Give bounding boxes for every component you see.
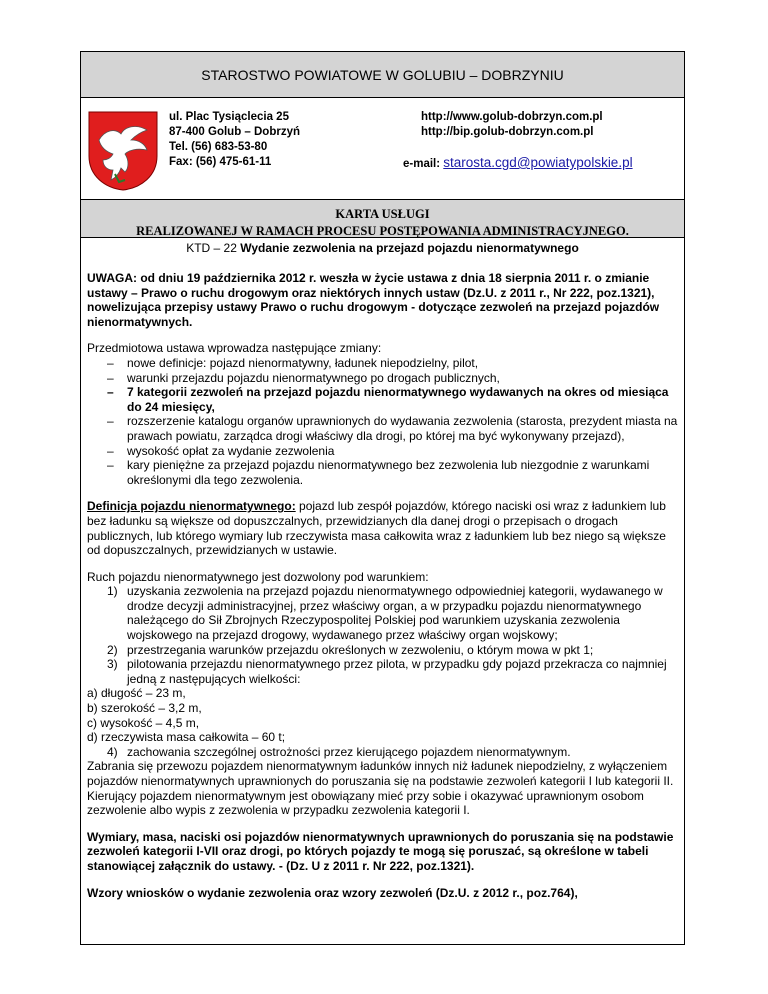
limit-width: b) szerokość – 3,2 m,: [87, 701, 202, 716]
office-title: STAROSTWO POWIATOWE W GOLUBIU – DOBRZYNIU: [201, 66, 564, 83]
limit-length: a) długość – 23 m,: [87, 686, 186, 701]
list-item: [87, 643, 678, 658]
service-card-heading: [81, 200, 684, 238]
website-link-main[interactable]: http://www.golub-dobrzyn.com.pl: [421, 111, 603, 123]
address-street: ul. Plac Tysiąclecia 25: [169, 111, 289, 123]
list-item: – nowe definicje: pojazd nienormatywny, ładunek niepodzielny, pilot,: [87, 356, 678, 371]
definition-paragraph: [87, 499, 678, 557]
list-text: pilotowania przejazdu nienormatywnego przez pilota, w przypadku gdy pojazd przekracza co najmniej jedną z następujących wielkości:: [127, 657, 667, 686]
list-text: uzyskania zezwolenia na przejazd pojazdu nienormatywnego odpowiedniej kategorii, wydawanego w drodze decyzji administracyjnej, przez właściwy organ, a w przypadku pojazdu nienormatywnego należącego do Sił Zbrojnych Rzeczypospolitej Polskiej pod warunkiem uzyskania zezwolenia wojskowego na przejazd drogowy, wydawanego przez właściwy organ wojskowy;: [127, 584, 663, 643]
service-card-title: KARTA USŁUGI: [335, 207, 430, 221]
fax-number: Fax: (56) 475-61-11: [169, 156, 272, 168]
ktd-title: Wydanie zezwolenia na przejazd pojazdu nienormatywnego: [240, 241, 579, 255]
list-number: 4): [107, 744, 118, 759]
address-block: [169, 110, 300, 170]
coat-of-arms-icon: [85, 110, 161, 192]
ktd-code: KTD – 22: [186, 241, 237, 255]
changes-list: [87, 356, 678, 487]
list-item: – warunki przejazdu pojazdu nienormatywnego po drogach publicznych,: [87, 371, 678, 386]
list-number: 1): [107, 584, 118, 599]
forms-paragraph: Wzory wniosków o wydanie zezwolenia oraz wzory zezwoleń (Dz.U. z 2012 r., poz.764),: [87, 885, 578, 900]
list-item: [87, 657, 678, 686]
dimensions-paragraph: Wymiary, masa, naciski osi pojazdów nienormatywnych uprawnionych do poruszania się na podstawie zezwoleń kategorii I-VII oraz drogi, po których pojazdy te mogą się poruszać, są określone w tabeli stanowiącej załącznik do ustawy. - (Dz. U z 2011 r. Nr 222, poz.1321).: [87, 829, 674, 873]
list-item: – 7 kategorii zezwoleń na przejazd pojazdu nienormatywnego wydawanych na okres od miesiąca do 24 miesięcy,: [87, 385, 678, 414]
changes-intro: Przedmiotowa ustawa wprowadza następujące zmiany:: [87, 341, 382, 356]
limit-mass: d) rzeczywista masa całkowita – 60 t;: [87, 730, 286, 745]
phone-number: Tel. (56) 683-53-80: [169, 141, 268, 153]
ban-paragraph: Zabrania się przewozu pojazdem nienormatywnym ładunków innych niż ładunek niepodzielny, z wyłączeniem pojazdów nienormatywnych uprawnionych do poruszania się na podstawie zezwoleń kategorii I lub kategorii II.: [87, 759, 674, 788]
list-number: 2): [107, 642, 118, 657]
conditions-intro: Ruch pojazdu nienormatywnego jest dozwolony pod warunkiem:: [87, 569, 429, 584]
website-link-bip[interactable]: http://bip.golub-dobrzyn.com.pl: [421, 126, 594, 138]
list-item: – kary pieniężne za przejazd pojazdu nienormatywnego bez zezwolenia lub niezgodnie z warunkami określonymi dla tego zezwolenia.: [87, 458, 678, 487]
document-frame: [80, 51, 685, 945]
email-link[interactable]: starosta.cgd@powiatypolskie.pl: [443, 155, 633, 170]
list-item: – rozszerzenie katalogu organów uprawnionych do wydawania zezwolenia (starosta, prezydent miasta na prawach powiatu, zarządca drogi właściwy dla drogi, po której ma być wykonywany przejazd),: [87, 414, 678, 443]
conditions-list-cont: [87, 745, 678, 760]
service-card-subtitle: REALIZOWANEJ W RAMACH PROCESU POSTĘPOWANIA ADMINISTRACYJNEGO.: [136, 224, 629, 238]
conditions-list: [87, 584, 678, 686]
contact-section: [81, 98, 684, 200]
websites-block: [421, 110, 603, 140]
list-number: 3): [107, 657, 118, 672]
list-item: [87, 584, 678, 642]
list-item: [87, 745, 678, 760]
limit-height: c) wysokość – 4,5 m,: [87, 715, 200, 730]
driver-paragraph: Kierujący pojazdem nienormatywnym jest obowiązany mieć przy sobie i okazywać uprawnionym osobom zezwolenie albo wypis z zezwolenia w przypadku zezwolenia kategorii I.: [87, 788, 644, 818]
office-title-bar: [81, 52, 684, 98]
email-label: e-mail:: [403, 158, 441, 170]
list-text: zachowania szczególnej ostrożności przez kierującego pojazdem nienormatywnym.: [127, 744, 571, 759]
definition-text: pojazd lub zespół pojazdów, którego naciski osi wraz z ładunkiem lub bez ładunku są większe od dopuszczalnych, przewidzianych dla danej drogi o przepisach o drogach publicznych, lub którego wymiary lub rzeczywista masa całkowita wraz z ładunkiem lub bez niego są większe od dopuszczalnych, przewidzianych w ustawie.: [87, 499, 666, 558]
uwaga-paragraph: UWAGA: od dniu 19 października 2012 r. weszła w życie ustawa z dnia 18 sierpnia 2011 r. o zmianie ustawy – Prawo o ruchu drogowym oraz niektórych innych ustaw (Dz.U. z 2011 r., Nr 222, poz.1321), nowelizująca przepisy ustawy Prawo o ruchu drogowym - dotyczące zezwoleń na przejazd pojazdów nienormatywnych.: [87, 271, 660, 329]
email-block: [403, 155, 633, 170]
address-city: 87-400 Golub – Dobrzyń: [169, 126, 301, 138]
list-text: przestrzegania warunków przejazdu określonych w zezwoleniu, o którym mowa w pkt 1;: [127, 642, 594, 657]
definition-label: Definicja pojazdu nienormatywnego:: [87, 499, 296, 514]
list-item: – wysokość opłat za wydanie zezwolenia: [87, 444, 678, 459]
ktd-line: [81, 238, 684, 259]
document-body: [81, 259, 684, 900]
